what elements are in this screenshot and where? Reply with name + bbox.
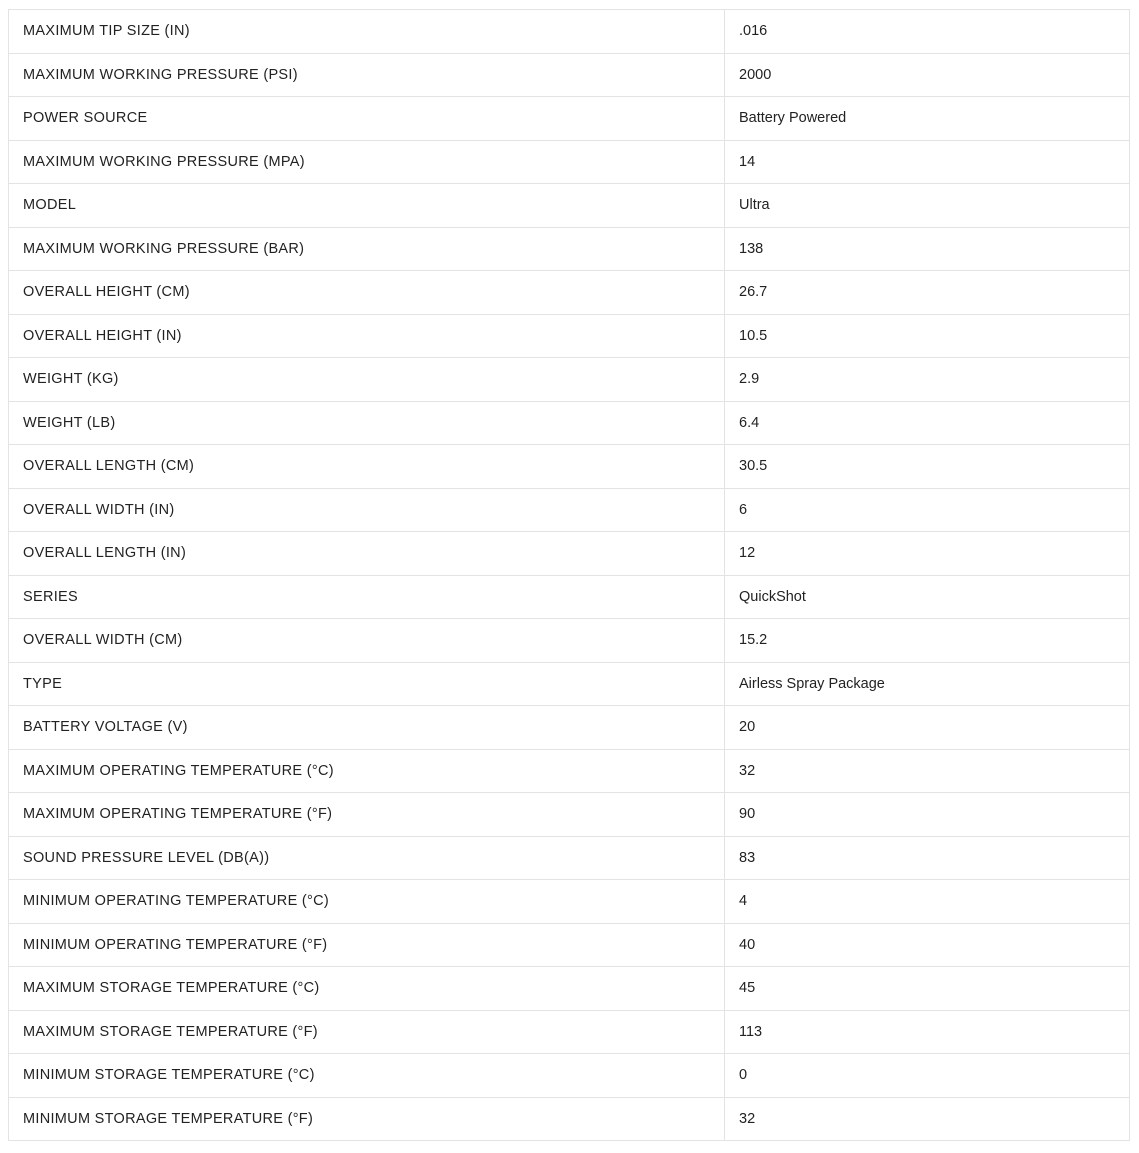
spec-label: OVERALL LENGTH (IN) (9, 532, 725, 576)
spec-value: 0 (725, 1054, 1130, 1098)
table-row (9, 706, 1130, 750)
table-row (9, 488, 1130, 532)
spec-value: 40 (725, 923, 1130, 967)
spec-value: Airless Spray Package (725, 662, 1130, 706)
spec-label: WEIGHT (LB) (9, 401, 725, 445)
table-row (9, 532, 1130, 576)
table-row (9, 227, 1130, 271)
spec-value: 83 (725, 836, 1130, 880)
table-row (9, 749, 1130, 793)
spec-value: 26.7 (725, 271, 1130, 315)
spec-label: MAXIMUM OPERATING TEMPERATURE (°C) (9, 749, 725, 793)
spec-table-container (8, 9, 1128, 1141)
table-row (9, 836, 1130, 880)
spec-value: 32 (725, 1097, 1130, 1141)
table-row (9, 140, 1130, 184)
table-row (9, 619, 1130, 663)
spec-value: 4 (725, 880, 1130, 924)
spec-label: MINIMUM OPERATING TEMPERATURE (°F) (9, 923, 725, 967)
table-row (9, 53, 1130, 97)
spec-value: Ultra (725, 184, 1130, 228)
spec-value: 2.9 (725, 358, 1130, 402)
table-row (9, 314, 1130, 358)
spec-value: 15.2 (725, 619, 1130, 663)
spec-label: MAXIMUM OPERATING TEMPERATURE (°F) (9, 793, 725, 837)
spec-value: 90 (725, 793, 1130, 837)
spec-label: MINIMUM OPERATING TEMPERATURE (°C) (9, 880, 725, 924)
spec-label: MINIMUM STORAGE TEMPERATURE (°F) (9, 1097, 725, 1141)
spec-value: 6 (725, 488, 1130, 532)
table-row (9, 401, 1130, 445)
spec-value: 30.5 (725, 445, 1130, 489)
spec-value: QuickShot (725, 575, 1130, 619)
spec-value: Battery Powered (725, 97, 1130, 141)
table-row (9, 184, 1130, 228)
spec-label: MAXIMUM TIP SIZE (IN) (9, 10, 725, 54)
spec-label: MAXIMUM WORKING PRESSURE (BAR) (9, 227, 725, 271)
spec-label: MAXIMUM STORAGE TEMPERATURE (°F) (9, 1010, 725, 1054)
spec-label: SERIES (9, 575, 725, 619)
spec-value: 12 (725, 532, 1130, 576)
spec-label: OVERALL HEIGHT (CM) (9, 271, 725, 315)
spec-label: MAXIMUM STORAGE TEMPERATURE (°C) (9, 967, 725, 1011)
table-row (9, 97, 1130, 141)
spec-label: SOUND PRESSURE LEVEL (DB(A)) (9, 836, 725, 880)
table-row (9, 1054, 1130, 1098)
spec-value: 14 (725, 140, 1130, 184)
table-row (9, 10, 1130, 54)
spec-value: 45 (725, 967, 1130, 1011)
spec-value: 20 (725, 706, 1130, 750)
spec-label: MINIMUM STORAGE TEMPERATURE (°C) (9, 1054, 725, 1098)
spec-value: 10.5 (725, 314, 1130, 358)
spec-label: MODEL (9, 184, 725, 228)
table-row (9, 358, 1130, 402)
spec-label: POWER SOURCE (9, 97, 725, 141)
spec-table-body (9, 10, 1130, 1141)
table-row (9, 1097, 1130, 1141)
spec-label: BATTERY VOLTAGE (V) (9, 706, 725, 750)
table-row (9, 445, 1130, 489)
table-row (9, 793, 1130, 837)
spec-label: TYPE (9, 662, 725, 706)
spec-value: 6.4 (725, 401, 1130, 445)
table-row (9, 880, 1130, 924)
table-row (9, 1010, 1130, 1054)
spec-value: 113 (725, 1010, 1130, 1054)
spec-label: MAXIMUM WORKING PRESSURE (PSI) (9, 53, 725, 97)
spec-value: 32 (725, 749, 1130, 793)
spec-value: 138 (725, 227, 1130, 271)
spec-table (8, 9, 1130, 1141)
table-row (9, 923, 1130, 967)
table-row (9, 967, 1130, 1011)
spec-label: MAXIMUM WORKING PRESSURE (MPA) (9, 140, 725, 184)
table-row (9, 575, 1130, 619)
spec-value: 2000 (725, 53, 1130, 97)
spec-label: OVERALL HEIGHT (IN) (9, 314, 725, 358)
spec-label: WEIGHT (KG) (9, 358, 725, 402)
spec-label: OVERALL LENGTH (CM) (9, 445, 725, 489)
table-row (9, 662, 1130, 706)
spec-value: .016 (725, 10, 1130, 54)
table-row (9, 271, 1130, 315)
spec-label: OVERALL WIDTH (CM) (9, 619, 725, 663)
spec-label: OVERALL WIDTH (IN) (9, 488, 725, 532)
